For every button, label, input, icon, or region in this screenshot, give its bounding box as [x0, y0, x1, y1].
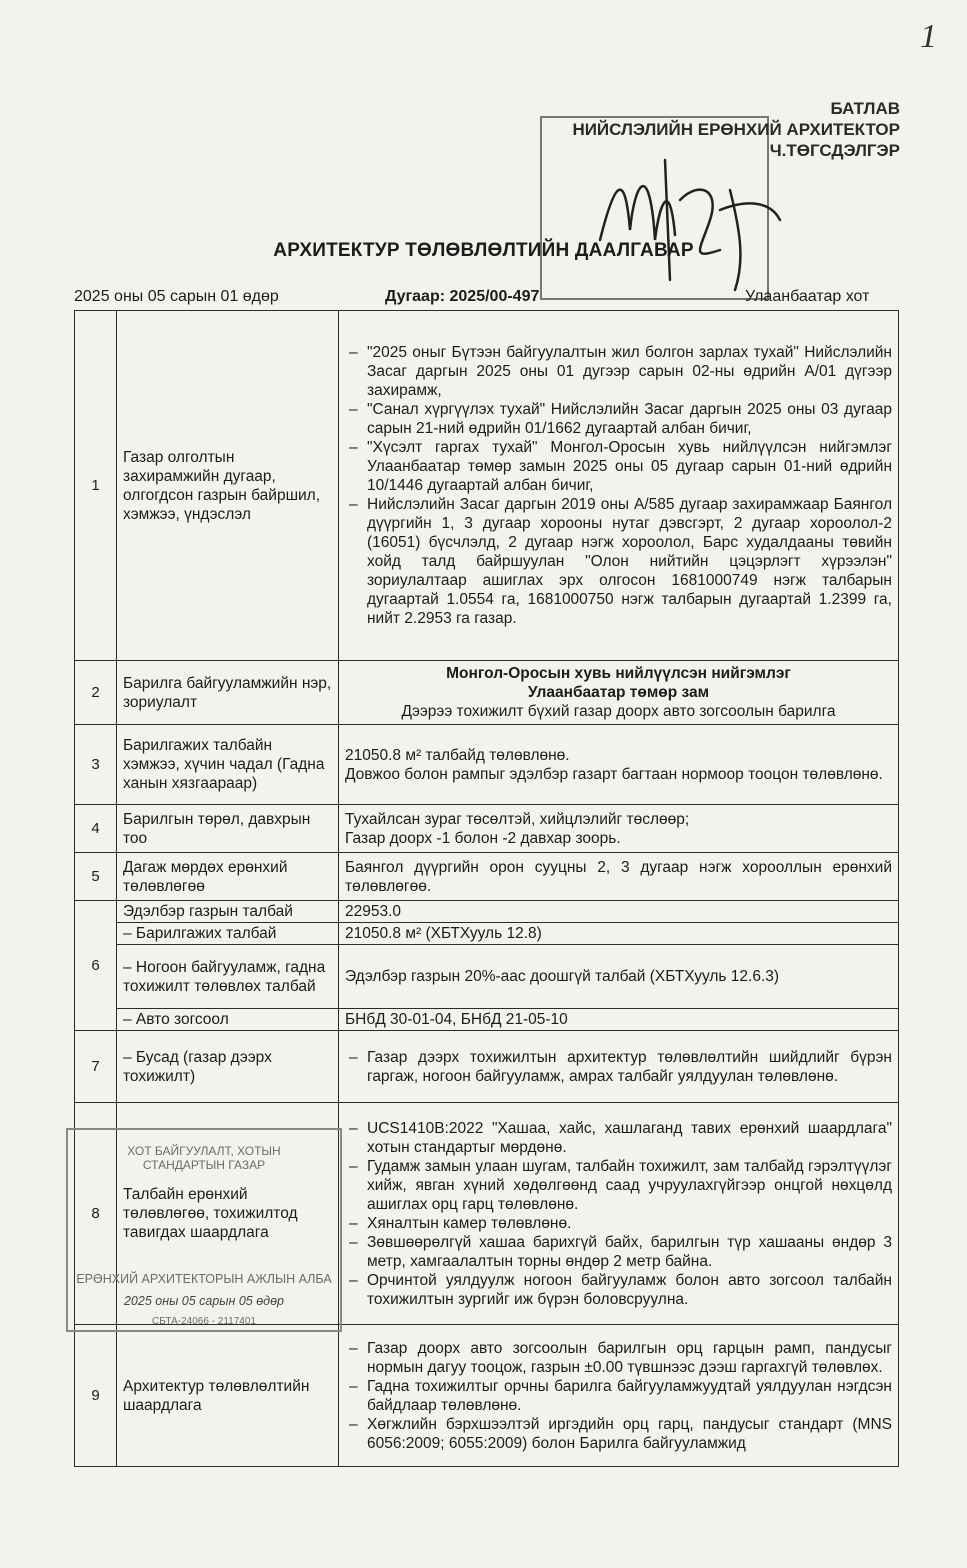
table-row: [75, 1325, 899, 1467]
row-number: 6: [75, 901, 117, 1031]
document-title: АРХИТЕКТУР ТӨЛӨВЛӨЛТИЙН ДААЛГАВАР: [273, 240, 694, 261]
row-content: Баянгол дүүргийн орон сууцны 2, 3 дугаар нэгж хорооллын ерөнхий төлөвлөгөө.: [339, 853, 899, 901]
row-number: 5: [75, 853, 117, 901]
list-item: – Хөгжлийн бэрхшээлтэй иргэдийн орц гарц, пандусыг стандарт (MNS 6056:2009; 6055:2009) болон Барилга байгууламжид: [345, 1415, 892, 1453]
row-number: 8: [75, 1103, 117, 1325]
row-content: [339, 1325, 899, 1467]
stamp-code: СБТА-24066 - 2117401: [152, 1316, 256, 1327]
content-line: Тухайлсан зураг төсөлтэй, хийцлэлийг төслөөр;: [345, 810, 690, 828]
row-label: Архитектур төлөвлөлтийн шаардлага: [117, 1325, 339, 1467]
row-label: Талбайн ерөнхий төлөвлөгөө, тохижилтод тавигдах шаардлага: [117, 1103, 339, 1325]
row-content: [339, 725, 899, 805]
department-stamp: [66, 1128, 342, 1332]
list-item: – "Санал хүргүүлэх тухай" Нийслэлийн Засаг даргын 2025 оны 03 дугаар сарын 21-ний өдрийн 01/1662 дугаартай албан бичиг,: [345, 400, 892, 438]
list-item: – "Хүсэлт гаргах тухай" Монгол-Оросын хувь нийлүүлсэн нийгэмлэг Улаанбаатар төмөр замын 2025 оны 05 дугаар сарын 01-ний өдрийн 10/1446 дугаартай албан бичиг,: [345, 438, 892, 495]
row-label: Газар олголтын захирамжийн дугаар, олгогдсон газрын байршил, хэмжээ, үндэслэл: [117, 311, 339, 661]
row-content: [339, 1103, 899, 1325]
table-row: [75, 945, 899, 1009]
table-row: [75, 853, 899, 901]
row-number: 4: [75, 805, 117, 853]
list-item: – Газар доорх авто зогсоолын барилгын орц гарцын рамп, пандусыг нормын дагуу тооцож, газрын ±0.00 түвшнээс дээш гаргахгүй төлөвлөх.: [345, 1339, 892, 1377]
approval-position: НИЙСЛЭЛИЙН ЕРӨНХИЙ АРХИТЕКТОР: [572, 120, 900, 139]
row-number: 9: [75, 1325, 117, 1467]
row-content: БНбД 30-01-04, БНбД 21-05-10: [339, 1009, 899, 1031]
organization-name-line2: Улаанбаатар төмөр зам: [527, 684, 710, 701]
row-label: – Ногоон байгууламж, гадна тохижилт төлөвлөх талбай: [117, 945, 339, 1009]
table-row: [75, 923, 899, 945]
list-item: – Гадна тохижилтыг орчны барилга байгууламжуудтай уялдуулан нэгдсэн байдлаар төлөвлөнө.: [345, 1377, 892, 1415]
document-date: 2025 оны 05 сарын 01 өдөр: [74, 288, 279, 305]
table-row: [75, 1009, 899, 1031]
row-content: [339, 1031, 899, 1103]
list-item: – "2025 оныг Бүтээн байгуулалтын жил болгон зарлах тухай" Нийслэлийн Засаг даргын 2025 оны 01 дугээр сарын 02-ны өдрийн А/01 дүгээр захирамж,: [345, 343, 892, 400]
document-city: Улаанбаатар хот: [745, 288, 870, 305]
list-item: – Гудамж замын улаан шугам, талбайн тохижилт, зам талбайд гэрэлтүүлэг хийж, явган хүний хөдөлгөөнд саад учруулахгүйгээр онцгой нөхцөлд ашиглах орц гарц төлөвлөнө.: [345, 1157, 892, 1214]
list-item: – Хяналтын камер төлөвлөнө.: [345, 1214, 892, 1233]
signature: [570, 140, 790, 300]
row-label: Барилгын төрөл, давхрын тоо: [117, 805, 339, 853]
row-content: [339, 805, 899, 853]
row-label: Барилга байгууламжийн нэр, зориулалт: [117, 661, 339, 725]
row-label: – Авто зогсоол: [117, 1009, 339, 1031]
content-line: 21050.8 м² талбайд төлөвлөнө.: [345, 746, 570, 764]
row-label: Эдэлбэр газрын талбай: [117, 901, 339, 923]
row-content: 21050.8 м² (ХБТХууль 12.8): [339, 923, 899, 945]
building-purpose: Дээрээ тохижилт бүхий газар доорх авто зогсоолын барилга: [401, 703, 836, 720]
row-label: Дагаж мөрдөх ерөнхий төлөвлөгөө: [117, 853, 339, 901]
page-number: 1: [920, 18, 937, 55]
row-label: – Бусад (газар дээрх тохижилт): [117, 1031, 339, 1103]
list-item: – Зөвшөөрөлгүй хашаа барихгүй байх, барилгын түр хашааны өндөр 3 метр, хамгаалалтын торны өндөр 2 метр байна.: [345, 1233, 892, 1271]
list-item: – Орчинтой уялдуулж ногоон байгууламж болон авто зогсоол талбайн тохижилтын зургийг иж бүрэн боловсруулна.: [345, 1271, 892, 1309]
table-row: [75, 805, 899, 853]
table-row: [75, 311, 899, 661]
content-line: Довжоо болон рампыг эдэлбэр газарт багтаан нормоор тооцон төлөвлөнө.: [345, 765, 883, 783]
approval-name: Ч.ТӨГСДЭЛГЭР: [769, 141, 900, 160]
table-row: [75, 661, 899, 725]
stamp-line: ХОТ БАЙГУУЛАЛТ, ХОТЫН: [127, 1144, 281, 1158]
row-number: 2: [75, 661, 117, 725]
stamp-date: 2025 оны 05 сарын 05 өдөр: [123, 1294, 284, 1308]
row-number: 1: [75, 311, 117, 661]
row-content: [339, 311, 899, 661]
row-label: Барилгажих талбайн хэмжээ, хүчин чадал (Гадна ханын хязгаараар): [117, 725, 339, 805]
row-content: Эдэлбэр газрын 20%-аас доошгүй талбай (ХБТХууль 12.6.3): [339, 945, 899, 1009]
row-number: 7: [75, 1031, 117, 1103]
list-item: – Газар дээрх тохижилтын архитектур төлөвлөлтийн шийдлийг бүрэн гаргаж, ногоон байгууламж, амрах талбайг уялдуулан төлөвлөнө.: [345, 1048, 892, 1086]
row-number: 3: [75, 725, 117, 805]
stamp-line: СТАНДАРТЫН ГАЗАР: [142, 1158, 266, 1172]
stamp-line: ЕРӨНХИЙ АРХИТЕКТОРЫН АЖЛЫН АЛБА: [76, 1272, 332, 1286]
list-item: – Нийслэлийн Засаг даргын 2019 оны А/585 дугаар захирамжаар Баянгол дүүргийн 1, 3 дугаар хорооны нутаг дэвсгэрт, 2 дугаар хороолол-2 (16051) бүсчлэлд, 2 дугаар нэгж хороолол, Барс худалдааны төвийн хойд талд байршуулан "Олон нийтийн цэцэрлэгт хүрээлэн" зориулалтаар ашиглах эрх олгосон 1681000749 нэгж талбарын дугаартай 1.0554 га, 1681000750 нэгж талбарын дугаартай 1.2399 га, нийт 2.2953 га газар.: [345, 495, 892, 628]
table-row: [75, 901, 899, 923]
list-item: – UCS1410В:2022 "Хашаа, хайс, хашлаганд тавих ерөнхий шаардлага" хотын стандартыг мөрдөнө.: [345, 1119, 892, 1157]
organization-name: Монгол-Оросын хувь нийлүүлсэн нийгэмлэг: [446, 665, 791, 682]
row-content: [339, 661, 899, 725]
document-number: Дугаар: 2025/00-497: [385, 288, 540, 305]
content-line: Газар доорх -1 болон -2 давхар зоорь.: [345, 829, 621, 847]
row-content: 22953.0: [339, 901, 899, 923]
row-label: – Барилгажих талбай: [117, 923, 339, 945]
table-row: [75, 725, 899, 805]
table-row: [75, 1031, 899, 1103]
approval-title: БАТЛАВ: [830, 99, 900, 118]
